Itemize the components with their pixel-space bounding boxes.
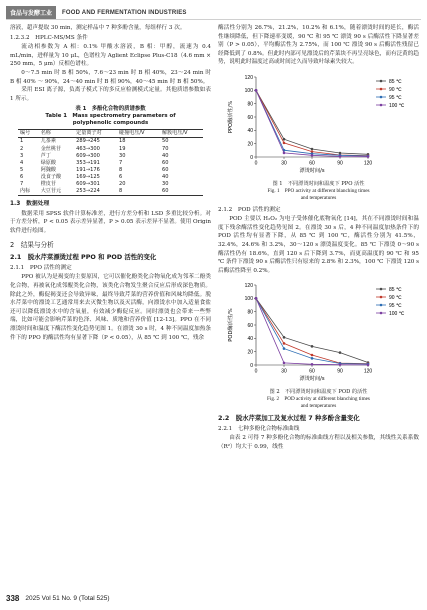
table-cell: 2 <box>20 145 24 152</box>
legend-label: 90 ℃ <box>389 86 402 93</box>
table-cell: 金丝桃苷 <box>40 145 62 152</box>
page-header <box>6 6 421 20</box>
series-line <box>256 90 368 156</box>
right-column <box>218 24 419 451</box>
table-caption <box>10 106 211 127</box>
table-header-cell: 解簇电压/V <box>160 130 203 138</box>
section-heading: 2.1.1 PPO 活性的测定 <box>10 264 72 271</box>
data-point <box>283 336 286 339</box>
table-cell: 253→224 <box>74 188 117 196</box>
paragraph: 由表 2 可得 7 种多酚化合物的标准曲线方程以及相关参数，其线性关系系数（R²）均大于 0.99，线性 <box>218 435 419 450</box>
data-point <box>311 363 314 366</box>
table-cell: 60 <box>160 188 203 196</box>
ms-parameter-table <box>18 129 203 196</box>
table-cell: 30 <box>161 181 169 187</box>
table-row <box>18 188 203 196</box>
table-cell: 5 <box>20 166 24 173</box>
section-heading: 2.2.1 七种多酚化合物标准曲线 <box>218 425 300 432</box>
legend-marker <box>380 304 383 307</box>
section-heading: 2.1 脱水芹菜漂烫过程 PPO 和 POD 活性的变化 <box>10 253 157 262</box>
figure-caption-cn: 图 2 不同漂烫时间和温度下 POD 的活性 <box>269 388 368 395</box>
table-cell: 8 <box>118 166 123 173</box>
paragraph: POD 主要以 H₂O₂ 为电子受体催化底物氧化 [14]，其在不同漂烫时间和温度下残余酶活性变化趋势见图 2。在漂烫 30 s 后，4 种不同温度加热条件下的 POD 活性均有显著下降，从 85 ℃ 到 100 ℃，酶活性分别为 41.5%，32.4%，24.6% 和 3.2%，30～120 s 漂烫温度变化。85 ℃ 下漂烫 0～90 s 酶活性仍有 18.6%，直到 120 s 后下降到 3.7%，而更高温度的 90 ℃ 和 95 ℃ 条件下漂烫 90 s 后酶活性只有原来的 2.8% 和 2.3%，100 ℃ 下漂烫 120 s 后酶活性降至 0.2%。 <box>218 216 419 274</box>
table-cell: 191→176 <box>76 166 100 173</box>
table-caption-cn: 表 1 多酚化合物的质谱参数 <box>75 106 146 113</box>
journal-name-cn: 食品与发酵工业 <box>6 6 56 19</box>
table-cell: 6 <box>118 173 123 180</box>
table-row <box>18 138 203 146</box>
data-point <box>311 354 314 357</box>
y-tick-label: 60 <box>247 323 253 330</box>
table-cell: 3 <box>20 152 24 159</box>
x-tick-label: 0 <box>254 368 258 375</box>
legend-label: 90 ℃ <box>389 295 402 302</box>
table-header-cell: 名称 <box>39 130 74 138</box>
table-cell: 289→245 <box>76 138 100 145</box>
y-tick-label: 20 <box>247 349 253 356</box>
legend-marker <box>380 104 383 107</box>
data-point <box>339 155 342 158</box>
section-heading: 2.2 脱水芹菜加工及复水过程 7 种多酚含量变化 <box>218 413 360 422</box>
table-header-cell: 碰撞电压/V <box>117 130 160 138</box>
table-cell: 463→300 <box>76 145 100 152</box>
data-point <box>283 152 286 155</box>
data-point <box>283 142 286 145</box>
table-cell: 儿茶素 <box>40 138 56 145</box>
data-point <box>283 348 286 351</box>
table-cell: 70 <box>161 145 169 152</box>
legend-marker <box>380 296 383 299</box>
y-tick-label: 20 <box>247 141 253 148</box>
figure-caption-en: and temperatures <box>300 402 337 409</box>
journal-name-en: FOOD AND FERMENTATION INDUSTRIES <box>62 9 187 16</box>
table-cell: 阿魏酸 <box>40 166 56 173</box>
table-cell: 50 <box>161 138 169 145</box>
section-heading: 1.3 数据处理 <box>10 201 50 208</box>
legend-label: 95 ℃ <box>389 303 402 310</box>
table-row <box>18 146 203 153</box>
x-tick-label: 30 <box>281 160 287 167</box>
data-point <box>311 148 314 151</box>
table-cell: 7 <box>20 181 24 187</box>
data-point <box>283 362 286 365</box>
paragraph: PPO 被认为是褐变的主要原因，它可以催化酚类化合物氧化成为邻苯二酚类化合物，再被氧化成邻醌类化合物，该类化合物发生聚合反应后形成深色物质。除此之外，酶促褐变还会导致异味，最终导致芹菜的营养价值和风味均降低。脱水芹菜中的漂烫工艺通常用来去灭微生物以及灭活酶，向漂烫水中加入适量食盐还可以降低漂烫水中的含氧量，有效减少酶促反应。同时漂烫也会带来一些弊端，比如可能会影响芹菜的色泽、风味、质地和营养价值 [12-13]。PPO 在不同漂烫时间和温度下酶活性变化趋势见图 1。在漂烫 30 s 时，4 种不同温度加热条件下的 PPO 的酶活性均有显著下降（P < 0.05），从 85 ℃ 到 100 ℃，残余 <box>10 274 211 341</box>
data-point <box>311 154 314 157</box>
y-tick-label: 60 <box>247 114 253 121</box>
table-cell: 绿原酸 <box>40 159 56 166</box>
figure-caption-en: and temperatures <box>300 194 337 201</box>
y-axis-label: PPO酶活性/% <box>228 100 234 134</box>
y-tick-label: 100 <box>244 296 253 303</box>
x-tick-label: 120 <box>363 160 373 167</box>
table-cell: 60 <box>161 159 169 166</box>
table-row <box>18 160 203 167</box>
table-cell: 609→301 <box>76 181 100 187</box>
series-line <box>256 90 368 156</box>
table-cell: 6 <box>20 173 24 180</box>
y-tick-label: 0 <box>250 363 253 370</box>
table-cell: 353→191 <box>76 159 100 166</box>
data-point <box>283 138 286 141</box>
x-tick-label: 30 <box>281 368 287 375</box>
legend-label: 85 ℃ <box>389 78 402 85</box>
table-header-cell: 编号 <box>18 130 39 138</box>
table-cell: 169→125 <box>76 173 100 180</box>
data-point <box>367 155 370 158</box>
section-heading: 2.1.2 POD 活性的测定 <box>218 206 281 213</box>
ppo-activity-chart <box>218 69 418 177</box>
x-tick-label: 90 <box>337 160 343 167</box>
table-caption-en: Table 1 Mass spectrometry parameters of <box>45 113 176 120</box>
section-heading: 2 结果与分析 <box>10 240 54 249</box>
table-cell: 大豆苷元 <box>39 188 74 196</box>
x-tick-label: 60 <box>309 368 315 375</box>
y-axis-label: POD酶活性/% <box>228 308 234 343</box>
pod-activity-chart <box>218 277 418 385</box>
table-cell: 40 <box>161 173 169 180</box>
table-row <box>18 153 203 160</box>
left-column <box>10 24 211 342</box>
x-tick-label: 120 <box>363 368 373 375</box>
table-cell: 60 <box>161 166 169 173</box>
y-tick-label: 80 <box>247 309 253 316</box>
series-line <box>256 299 368 363</box>
x-tick-label: 0 <box>254 160 258 167</box>
table-row <box>18 174 203 181</box>
section-heading: 1.2.3.2 HPLC-MS/MS 条件 <box>10 34 88 41</box>
y-tick-label: 100 <box>244 88 253 95</box>
figure-caption-en: Fig. 1 PPO activity at different blanching times <box>267 187 370 194</box>
table-cell: 30 <box>118 152 126 159</box>
y-tick-label: 40 <box>247 128 253 135</box>
table-cell: 7 <box>118 159 123 166</box>
page-footer <box>6 592 421 604</box>
legend-marker <box>380 96 383 99</box>
legend-marker <box>380 88 383 91</box>
figure-caption-en: Fig. 2 POD activity at different blanching times <box>267 395 370 402</box>
figure-caption-cn: 图 1 不同漂烫时间和温度下 PPO 活性 <box>272 180 365 187</box>
legend-marker <box>380 288 383 291</box>
y-tick-label: 0 <box>250 154 253 161</box>
table-row <box>18 167 203 174</box>
paragraph: 采用 ESI 离子源，负离子模式下的多反应检测模式定量。其他质谱参数如表 1 所示。 <box>10 87 211 102</box>
legend-marker <box>380 312 383 315</box>
table-cell: 没食子酸 <box>40 173 62 180</box>
table-cell: 40 <box>161 152 169 159</box>
page-number: 338 <box>6 593 20 603</box>
series-line <box>256 90 368 155</box>
legend-marker <box>380 80 383 83</box>
legend-label: 100 ℃ <box>389 311 405 318</box>
table-cell: 19 <box>118 145 126 152</box>
table-cell: 18 <box>118 138 126 145</box>
table-cell: 609→300 <box>76 152 100 159</box>
data-point <box>255 297 258 300</box>
table-cell: 8 <box>117 188 160 196</box>
table-header-cell: 定量离子对 <box>74 130 117 138</box>
table-cell: 橙皮苷 <box>40 181 56 187</box>
table-cell: 20 <box>118 181 126 187</box>
table-cell: 芦丁 <box>40 152 51 159</box>
data-point <box>311 357 314 360</box>
legend-label: 85 ℃ <box>389 287 402 294</box>
x-axis-label: 漂烫时间/s <box>299 167 325 174</box>
data-point <box>339 364 342 367</box>
table-caption-en: polyphenolic compounds <box>72 120 149 127</box>
legend-label: 100 ℃ <box>389 102 405 109</box>
data-point <box>255 89 258 92</box>
paragraph: 溶液，超声提取 30 min，测定样品中 7 种多酚含量，每组样行 3 次。 <box>10 25 186 31</box>
y-tick-label: 40 <box>247 336 253 343</box>
x-axis-label: 漂烫时间/s <box>299 376 325 383</box>
data-point <box>283 342 286 345</box>
issue-info: 2025 Vol 51 No. 9 (Total 525) <box>25 594 110 602</box>
table-cell: 1 <box>20 138 24 145</box>
y-tick-label: 80 <box>247 101 253 108</box>
data-point <box>367 364 370 367</box>
y-tick-label: 120 <box>244 283 253 290</box>
x-tick-label: 60 <box>309 160 315 167</box>
table-cell: 4 <box>20 159 24 166</box>
y-tick-label: 120 <box>244 74 253 81</box>
data-point <box>311 345 314 348</box>
legend-label: 95 ℃ <box>389 94 402 101</box>
paragraph: 0～7.5 min 时 B 相 50%，7.6～23 min 时 B 相 40%，23～24 min 时 B 相 40% ～ 90%，24～40 min 时 B 相 90%，40～45 min 时 B 相 50%。 <box>10 69 211 85</box>
table-cell: 内标 <box>18 188 39 196</box>
paragraph: 酶活性分别为 26.7%，21.2%，10.2% 和 6.1%，随着漂烫时间的延长，酶活性继续降低，但下降速率变缓，90 ℃ 和 95 ℃ 漂烫 90 s 后酶活性下降显著差别（P > 0.05），平均酶活性为 2.75%，而 100 ℃ 漂烫 90 s 后酶活性残留已经降低到了 0.8%。但此时内部可见漂烫后的芹菜块不再呈亮绿色，而有泛黄的趋势，说明此时温度过高或时间过久而导致叶绿素失较大。 <box>218 25 419 66</box>
x-tick-label: 90 <box>337 368 343 375</box>
paragraph: 流动相参数为 A 相：0.1% 甲酸水溶液，B 相：甲醇，流速为 0.4 mL/min，进样量为 10 μL，色谱柱为 Aglient Eclipse Plus-C18（4.6 mm × 250 mm，5 μm）反相色谱柱。 <box>10 44 211 68</box>
data-point <box>339 352 342 355</box>
paragraph: 数据采用 SPSS 软件计算标准差，进行方差分析和 LSD 多重比较分析。对于方差分析，P < 0.05 表示差异显著，P > 0.05 表示差异不显著。使用 Origin 软件进行绘图。 <box>10 210 211 234</box>
